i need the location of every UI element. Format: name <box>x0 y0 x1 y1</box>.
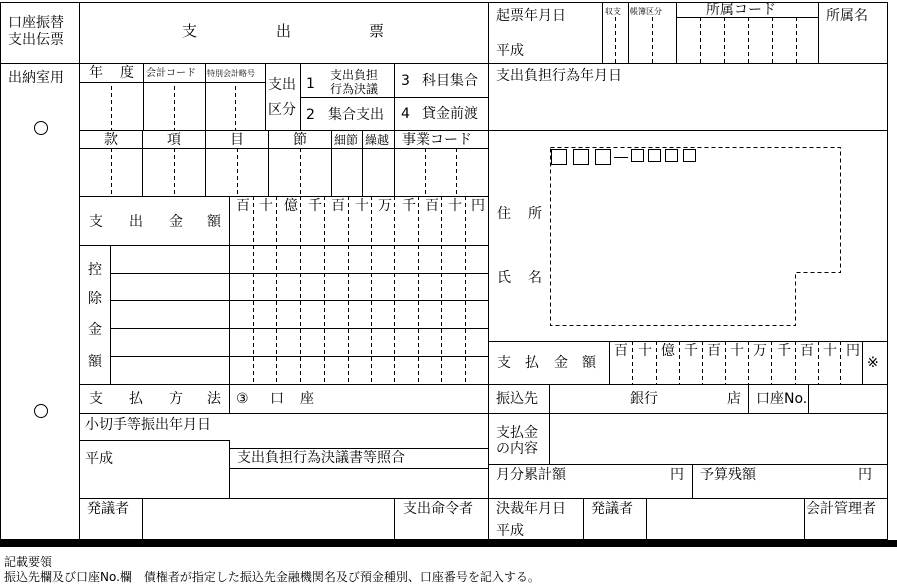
shushi-label[interactable]: 収支 <box>605 7 621 16</box>
kouza-char[interactable]: 座 <box>300 391 314 407</box>
shishutsu-kingaku-char: 金 <box>169 214 183 230</box>
title-char: 出 <box>276 22 292 40</box>
pay-amount-unit: 万 <box>753 343 767 359</box>
shoukai-label: 支出負担行為決議書等照合 <box>237 450 405 466</box>
kouza-no-label: 口座No. <box>756 391 808 407</box>
kubun-option-3-num[interactable]: 3 <box>401 73 410 89</box>
koujo-char: 金 <box>88 322 102 338</box>
getsubun-yen: 円 <box>670 467 684 483</box>
pay-amount-unit: 百 <box>707 343 721 359</box>
nendo-char: 度 <box>120 65 134 81</box>
postal-hyphen <box>614 157 628 158</box>
ten-label: 店 <box>727 391 741 407</box>
kubun-option-4-text[interactable]: 貸金前渡 <box>422 106 478 122</box>
title-char: 票 <box>369 22 385 40</box>
shozoku-name-label[interactable]: 所属名 <box>826 8 868 24</box>
kubun-option-1-line1[interactable]: 支出負担 <box>330 68 379 82</box>
kaikei-code-label[interactable]: 会計コード <box>146 68 196 79</box>
kubun-option-1-num[interactable]: 1 <box>306 76 315 92</box>
houhou-selected-mark[interactable]: ③ <box>236 391 249 407</box>
tokubetsu-kaikei-label[interactable]: 特別会計略号 <box>207 69 255 78</box>
kubun-option-4-num[interactable]: 4 <box>401 106 410 122</box>
furikomi-label: 振込先 <box>496 391 538 407</box>
pay-amount-unit: 十 <box>730 343 744 359</box>
shishutsu-kingaku-char: 支 <box>89 214 103 230</box>
amount-unit: 百 <box>331 198 345 214</box>
kou-header: 項 <box>167 132 181 148</box>
heisei-label: 平成 <box>496 43 524 59</box>
shiharai-naiyou-label-2: の内容 <box>496 441 538 457</box>
shishutsu-kubun-label: 区分 <box>268 102 296 118</box>
pay-amount-unit: 十 <box>638 343 652 359</box>
shiharai-kingaku-char: 払 <box>525 355 539 371</box>
shimei-char: 氏 <box>497 270 511 286</box>
amount-unit: 億 <box>284 198 298 214</box>
shiharai-houhou-char: 支 <box>89 391 103 407</box>
shishutsu-kingaku-char: 額 <box>207 214 221 230</box>
setsu-header: 節 <box>293 132 307 148</box>
kubun-option-1-line2[interactable]: 行為決議 <box>330 82 379 96</box>
shiharai-naiyou-label-1: 支払金 <box>496 425 538 441</box>
postal-box[interactable] <box>573 149 589 165</box>
jigyo-code-header: 事業コード <box>402 132 472 148</box>
kanrisha-label: 会計管理者 <box>806 501 876 517</box>
hatsugi-label: 発議者 <box>87 501 129 517</box>
moku-header: 目 <box>230 132 244 148</box>
pay-amount-unit: 円 <box>846 343 860 359</box>
kouza-char[interactable]: 口 <box>270 391 284 407</box>
ginkou-label: 銀行 <box>630 391 658 407</box>
kubun-option-3-text[interactable]: 科目集合 <box>422 73 478 89</box>
amount-unit: 千 <box>402 198 416 214</box>
pay-amount-unit: 十 <box>823 343 837 359</box>
shozoku-code-label[interactable]: 所属コード <box>706 2 776 18</box>
kurikoshi-header: 繰越 <box>365 133 390 147</box>
amount-unit: 十 <box>448 198 462 214</box>
shiharai-kingaku-char: 額 <box>582 355 596 371</box>
postal-box[interactable] <box>648 149 661 162</box>
koujo-char: 除 <box>88 291 102 307</box>
postal-box[interactable] <box>683 149 696 162</box>
amount-unit: 十 <box>259 198 273 214</box>
amount-unit: 千 <box>308 198 322 214</box>
amount-unit: 万 <box>378 198 392 214</box>
amount-unit: 円 <box>471 198 485 214</box>
postal-box[interactable] <box>631 149 644 162</box>
hatsugi-label-2: 発議者 <box>591 501 633 517</box>
shiharai-kingaku-char: 金 <box>554 355 568 371</box>
jusho-char: 所 <box>528 206 542 222</box>
postal-box[interactable] <box>665 149 678 162</box>
meirei-label: 支出命令者 <box>403 501 473 517</box>
note-text: 振込先欄及び口座No.欄 債権者が指定した振込先金融機関名及び預金種別、口座番号を記入する。 <box>4 570 540 584</box>
futan-date-label: 支出負担行為年月日 <box>496 68 622 84</box>
kihyo-date-label: 起票年月日 <box>496 8 566 24</box>
yosan-yen: 円 <box>858 467 872 483</box>
pay-amount-unit: 億 <box>661 343 675 359</box>
kubun-option-2-num[interactable]: 2 <box>306 107 315 123</box>
pay-amount-unit: 千 <box>684 343 698 359</box>
choubo-kubun-label[interactable]: 帳簿区分 <box>630 7 662 16</box>
kogitte-date-label: 小切手等振出年月日 <box>85 417 211 433</box>
shimei-char: 名 <box>528 270 542 286</box>
amount-unit: 十 <box>355 198 369 214</box>
shishutsu-kubun-label: 支出 <box>268 77 296 93</box>
corner-title-1: 口座振替 <box>8 15 64 31</box>
title-char: 支 <box>182 22 198 40</box>
koujo-char: 控 <box>88 262 102 278</box>
jusho-char: 住 <box>497 206 511 222</box>
heisei-label-2: 平成 <box>85 451 113 467</box>
kubun-option-2-text[interactable]: 集合支出 <box>328 107 384 123</box>
koujo-char: 額 <box>88 354 102 370</box>
pay-amount-unit: 百 <box>800 343 814 359</box>
nendo-char: 年 <box>89 65 103 81</box>
note-title: 記載要領 <box>4 555 53 569</box>
amount-unit: 百 <box>425 198 439 214</box>
getsubun-label: 月分累計額 <box>496 467 566 483</box>
pay-amount-unit: 百 <box>614 343 628 359</box>
yosan-label: 予算残額 <box>700 467 756 483</box>
postal-box[interactable] <box>551 149 567 165</box>
amount-unit: 百 <box>236 198 250 214</box>
pay-amount-unit: 千 <box>777 343 791 359</box>
postal-box[interactable] <box>595 149 611 165</box>
corner-title-2: 支出伝票 <box>8 32 64 48</box>
shiharai-houhou-char: 法 <box>207 391 221 407</box>
saisetsu-header: 細節 <box>334 133 359 147</box>
punch-hole-icon <box>34 121 48 135</box>
suitou-label: 出納室用 <box>8 70 64 86</box>
heisei-label-3: 平成 <box>496 523 524 539</box>
shiharai-kingaku-char: 支 <box>497 355 511 371</box>
kan-header: 款 <box>104 132 118 148</box>
kome-mark: ※ <box>867 355 879 371</box>
punch-hole-icon <box>34 404 48 418</box>
shiharai-houhou-char: 方 <box>169 391 183 407</box>
shiharai-houhou-char: 払 <box>129 391 143 407</box>
shishutsu-kingaku-char: 出 <box>129 214 143 230</box>
kessai-date-label: 決裁年月日 <box>496 501 566 517</box>
